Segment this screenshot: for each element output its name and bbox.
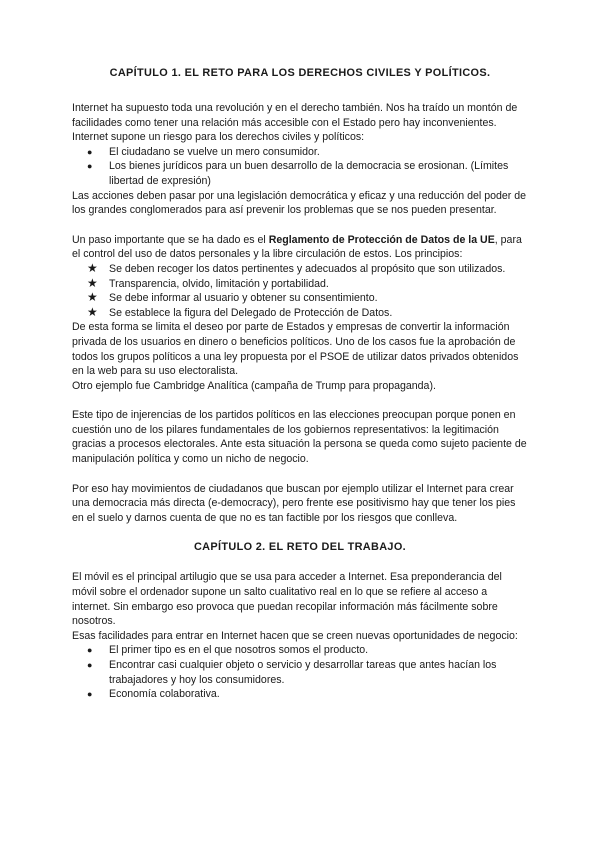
movements-paragraph: Por eso hay movimientos de ciudadanos que buscan por ejemplo utilizar el Internet para crear una democracia más directa (e-democracy), pero frente ese positivismo hay que tener los pies en el suelo y darnos cuenta de que no es tan factible por los riesgos que conlleva. [72, 482, 516, 524]
list-item [72, 658, 528, 687]
interference-paragraph: Este tipo de injerencias de los partidos políticos en las elecciones preocupan porque ponen en cuestión uno de los pilares fundamentales de los gobiernos representativos: la legitimación gracias a procesos electorales. Ante esta situación la persona se queda como sujeto paciente de manipulación política y como un nicho de negocio. [72, 409, 527, 466]
star-bullet-icon: ★ [87, 304, 98, 319]
list-item-text: Se debe informar al usuario y obtener su consentimiento. [109, 292, 378, 305]
chapter-1-intro: Internet ha supuesto toda una revolución y en el derecho también. Nos ha traído un montón de facilidades como tener una relación más accesible con el Estado pero hay inconvenientes. Internet supone un riesgo para los derechos civiles y políticos: [72, 102, 518, 144]
example-paragraph: Otro ejemplo fue Cambridge Analítica (campaña de Trump para propaganda). [72, 379, 436, 392]
list-item [72, 291, 528, 306]
actions-paragraph: Las acciones deben pasar por una legislación democrática y eficaz y una reducción del poder de los grandes conglomerados para así prevenir los problemas que se nos pueden presentar. [72, 189, 527, 217]
list-item [72, 262, 528, 277]
bullet-icon: ● [87, 161, 93, 172]
list-item [72, 643, 528, 658]
list-item [72, 145, 528, 160]
document-body [72, 66, 528, 702]
mobile-paragraph: El móvil es el principal artilugio que se usa para acceder a Internet. Esa preponderancia del móvil sobre el ordenador supone un salto cualitativo real en lo que se refiere al acceso a internet. Sin embargo eso provoca que puedan recopilar información más fácilmente sobre nosotros. [72, 571, 502, 628]
list-item-text: Transparencia, olvido, limitación y portabilidad. [109, 277, 329, 290]
star-bullet-icon: ★ [87, 275, 98, 290]
regulation-name: Reglamento de Protección de Datos de la UE [268, 233, 495, 246]
star-bullet-icon: ★ [87, 290, 98, 305]
opportunities-list [72, 643, 528, 701]
list-item [72, 306, 528, 321]
business-paragraph: Esas facilidades para entrar en Internet hacen que se creen nuevas oportunidades de negocio: [72, 629, 518, 642]
chapter-2-title: CAPÍTULO 2. EL RETO DEL TRABAJO. [193, 541, 407, 554]
star-bullet-icon: ★ [87, 260, 98, 275]
bullet-icon: ● [87, 660, 93, 670]
regulation-paragraph: Un paso importante que se ha dado es el Reglamento de Protección de Datos de la UE, para el control del uso de datos personales y la libre circulación de estos. Los principios: [72, 233, 522, 261]
bullet-icon: ● [87, 645, 93, 656]
principles-list [72, 262, 528, 320]
list-item-text: Encontrar casi cualquier objeto o servicio y desarrollar tareas que antes hacían los trabajadores y hoy los consumidores. [109, 659, 497, 686]
list-item-text: Economía colaborativa. [109, 688, 220, 701]
list-item-text: Se deben recoger los datos pertinentes y adecuados al propósito que son utilizados. [109, 262, 506, 275]
list-item-text: El primer tipo es en el que nosotros somos el producto. [109, 644, 369, 657]
bullet-icon: ● [87, 689, 93, 700]
list-item [72, 687, 528, 702]
list-item [72, 277, 528, 292]
chapter-1-title: CAPÍTULO 1. EL RETO PARA LOS DERECHOS CIVILES Y POLÍTICOS. [109, 67, 491, 79]
limits-paragraph: De esta forma se limita el deseo por parte de Estados y empresas de convertir la información privada de los usuarios en dinero o beneficios políticos. Uno de los casos fue la aprobación de todos los grupos políticos a una ley propuesta por el PSOE de utilizar datos privados obtenidos en la web para su uso electoralista. [72, 321, 519, 378]
list-item [72, 159, 528, 188]
list-item-text: El ciudadano se vuelve un mero consumidor. [109, 145, 320, 158]
bullet-icon: ● [87, 146, 93, 157]
list-item-text: Se establece la figura del Delegado de Protección de Datos. [109, 306, 393, 319]
risks-list [72, 145, 528, 189]
list-item-text: Los bienes jurídicos para un buen desarrollo de la democracia se erosionan. (Límites libertad de expresión) [109, 160, 509, 187]
